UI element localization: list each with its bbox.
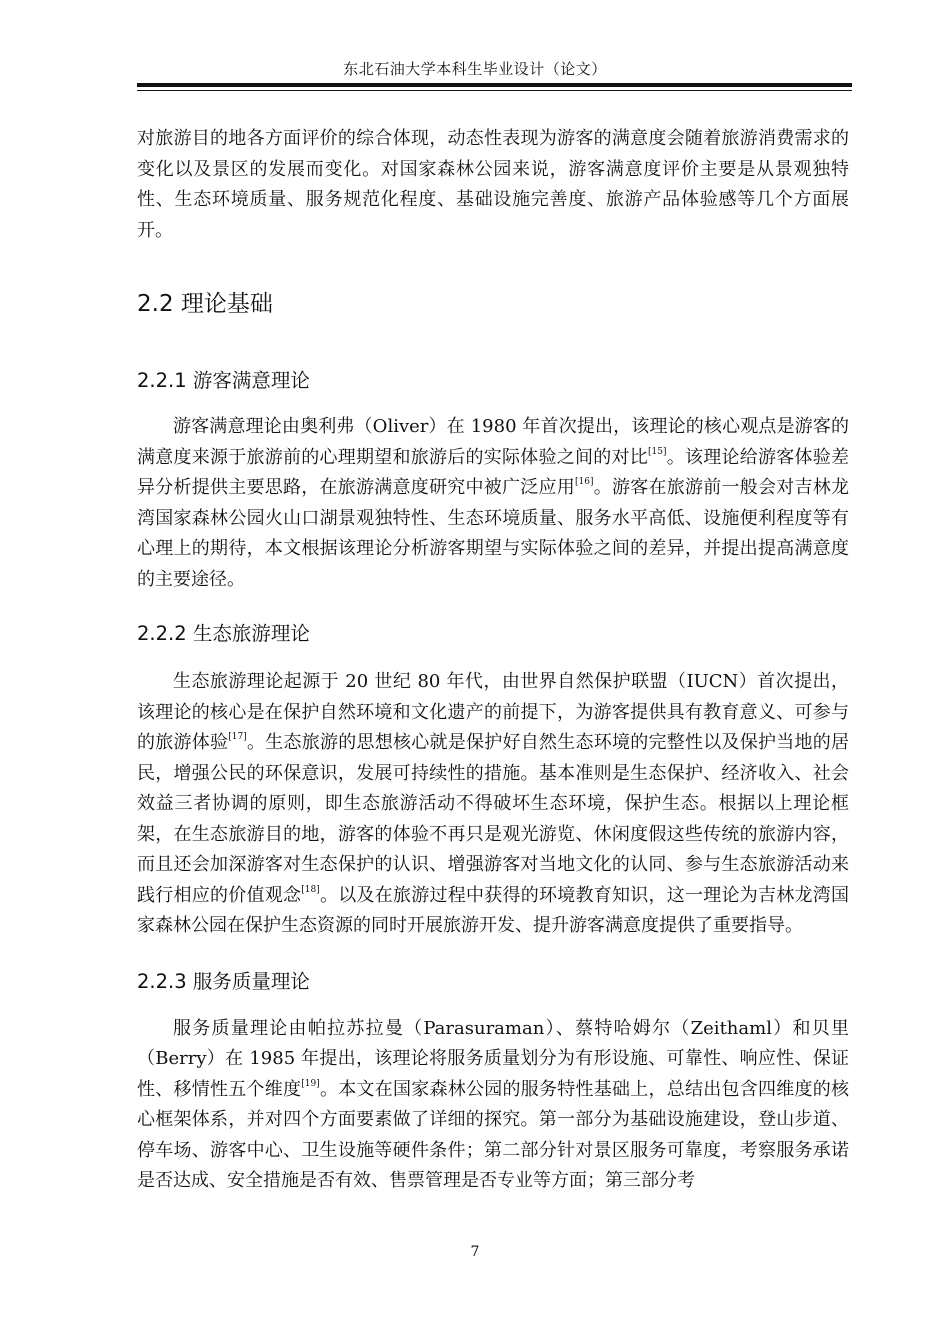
header-rule-thick bbox=[137, 83, 852, 87]
subsection-title-2-2-1: 2.2.1 游客满意理论 bbox=[137, 369, 310, 392]
subsection-title-2-2-3: 2.2.3 服务质量理论 bbox=[137, 969, 310, 993]
page-body bbox=[137, 124, 849, 1197]
paragraph-text: 。本文在国家森林公园的服务特性基础上，总结出包含四维度的核心框架体系，并对四个方面要素做了详细的探究。第一部分为基础设施建设，登山步道、停车场、游客中心、卫生设施等硬件条件；第二部分针对景区服务可靠度，考察服务承诺是否达成、安全措施是否有效、售票管理是否专业等方面；第三部分考 bbox=[137, 1078, 850, 1191]
page-number: 7 bbox=[470, 1244, 480, 1260]
paragraph-text: 。以及在旅游过程中获得的环境教育知识，这一理论为吉林龙湾国家森林公园在保护生态资源的同时开展旅游开发、提升游客满意度提供了重要指导。 bbox=[137, 884, 850, 936]
paragraph-2-2-1 bbox=[137, 412, 849, 595]
citation-19: [19] bbox=[301, 1078, 320, 1089]
subsection-title-2-2-2: 2.2.2 生态旅游理论 bbox=[137, 622, 310, 645]
intro-paragraph: 对旅游目的地各方面评价的综合体现，动态性表现为游客的满意度会随着旅游消费需求的变化以及景区的发展而变化。对国家森林公园来说，游客满意度评价主要是从景观独特性、生态环境质量、服务规范化程度、基础设施完善度、旅游产品体验感等几个方面展开。 bbox=[137, 128, 849, 241]
citation-17: [17] bbox=[228, 732, 247, 742]
paragraph-text: 。该理论给游客体验差异分析提供主要思路，在旅游满意度研究中被广泛应用 bbox=[137, 446, 850, 498]
paragraph-text: 。生态旅游的思想核心就是保护好自然生态环境的完整性以及保护当地的居民，增强公民的环保意识，发展可持续性的措施。基本准则是生态保护、经济收入、社会效益三者协调的原则，即生态旅游活动不得破坏生态环境，保护生态。根据以上理论框架，在生态旅游目的地，游客的体验不再只是观光游览、休闲度假这些传统的旅游内容，而且还会加深游客对生态保护的认识、增强游客对当地文化的认同、参与生态旅游活动来践行相应的价值观念 bbox=[137, 732, 850, 906]
header-rule-thin bbox=[137, 90, 852, 91]
paragraph-2-2-3 bbox=[137, 1014, 849, 1197]
paragraph-2-2-2 bbox=[137, 667, 849, 942]
section-title: 2.2 理论基础 bbox=[137, 291, 273, 317]
header-title: 东北石油大学本科生毕业设计（论文） bbox=[343, 60, 607, 78]
citation-16: [16] bbox=[575, 477, 594, 487]
citation-18: [18] bbox=[301, 884, 320, 895]
citation-15: [15] bbox=[648, 446, 667, 457]
paragraph-text: 。游客在旅游前一般会对吉林龙湾国家森林公园火山口湖景观独特性、生态环境质量、服务水平高低、设施便利程度等有心理上的期待，本文根据该理论分析游客期望与实际体验之间的差异，并提出提高满意度的主要途径。 bbox=[137, 477, 850, 590]
paragraph-text: 生态旅游理论起源于 20 世纪 80 年代，由世界自然保护联盟（IUCN）首次提出，该理论的核心是在保护自然环境和文化遗产的前提下，为游客提供具有教育意义、可参与的旅游体验 bbox=[137, 671, 849, 753]
paragraph-text: 服务质量理论由帕拉苏拉曼（Parasuraman）、蔡特哈姆尔（Zeithaml）和贝里（Berry）在 1985 年提出，该理论将服务质量划分为有形设施、可靠性、响应性、保证性、移情性五个维度 bbox=[137, 1017, 849, 1100]
paragraph-text: 游客满意理论由奥利弗（Oliver）在 1980 年首次提出，该理论的核心观点是游客的满意度来源于旅游前的心理期望和旅游后的实际体验之间的对比 bbox=[137, 416, 849, 468]
